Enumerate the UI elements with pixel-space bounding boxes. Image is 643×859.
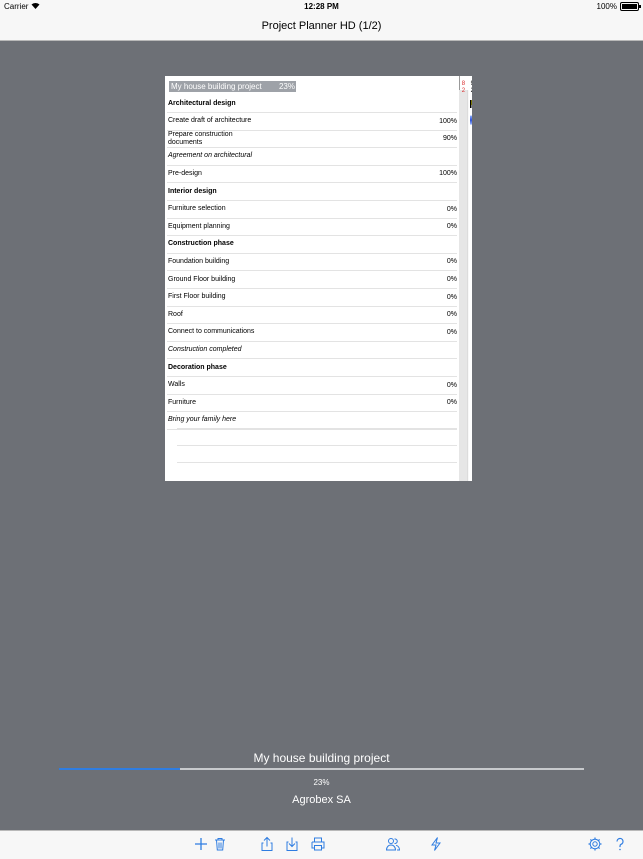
- task-percent: 0%: [446, 205, 457, 213]
- project-progress-text: 23%: [313, 778, 330, 787]
- task-name: Connect to communications: [168, 328, 255, 336]
- task-name: Foundation building: [168, 257, 230, 265]
- task-percent: 0%: [446, 328, 457, 336]
- milestone-row[interactable]: [167, 148, 457, 166]
- task-name: Pre-design: [168, 169, 202, 177]
- task-name: Interior design: [168, 187, 217, 195]
- weekend-column: [459, 90, 468, 481]
- people-icon[interactable]: [384, 835, 402, 853]
- task-name: Walls: [168, 381, 185, 389]
- task-name: Furniture selection: [168, 205, 226, 213]
- task-percent: 0%: [446, 223, 457, 231]
- task-name: Furniture: [168, 398, 197, 406]
- flash-icon[interactable]: [427, 835, 445, 853]
- task-row[interactable]: [167, 394, 457, 412]
- task-row[interactable]: [167, 201, 457, 219]
- project-progress-bar: [59, 768, 584, 770]
- task-group-row[interactable]: [167, 236, 457, 254]
- task-name: Create draft of architecture: [168, 117, 252, 125]
- task-group-row[interactable]: [167, 183, 457, 201]
- task-row[interactable]: [167, 306, 457, 324]
- summary-bar-cap: [470, 100, 472, 108]
- task-name: Equipment planning: [168, 222, 230, 230]
- project-title: My house building project: [253, 751, 390, 765]
- project-header-percent: 23%: [278, 82, 295, 91]
- task-bar: [470, 116, 472, 125]
- task-row[interactable]: [167, 218, 457, 236]
- task-name: Decoration phase: [168, 363, 227, 371]
- task-group-row[interactable]: [167, 95, 457, 113]
- print-icon[interactable]: [309, 835, 327, 853]
- bottom-toolbar: [0, 830, 643, 859]
- task-percent: 100%: [439, 117, 457, 125]
- task-percent: 90%: [442, 135, 457, 143]
- task-name: Ground Floor building: [168, 275, 236, 283]
- navigation-bar: [0, 13, 643, 41]
- task-percent: 100%: [439, 170, 457, 178]
- task-percent: 0%: [446, 311, 457, 319]
- day-sublabel: 2: [470, 88, 474, 94]
- day-label: 8: [461, 81, 466, 87]
- task-percent: 0%: [446, 276, 457, 283]
- company-name: Agrobex SA: [292, 794, 351, 806]
- task-list: [165, 76, 460, 481]
- project-header-name: My house building project: [171, 82, 262, 91]
- task-row[interactable]: [167, 289, 457, 307]
- page-title: Project Planner HD (1/2): [261, 20, 382, 32]
- day-sublabel: 2: [461, 88, 466, 94]
- task-name: Construction completed: [168, 345, 242, 353]
- carrier-label: Carrier: [4, 2, 29, 11]
- task-row[interactable]: [167, 130, 457, 148]
- battery-icon: [620, 2, 639, 11]
- plus-icon[interactable]: [192, 835, 210, 853]
- task-row[interactable]: [167, 165, 457, 183]
- project-header: [169, 81, 296, 92]
- status-bar: [0, 0, 643, 13]
- project-progress-fill: [59, 768, 180, 770]
- task-percent: 0%: [446, 293, 457, 301]
- task-name: Prepare construction documents: [168, 130, 233, 146]
- empty-row-divider: [177, 445, 457, 446]
- status-time: 12:28 PM: [304, 2, 339, 11]
- task-name: Bring your family here: [168, 416, 237, 424]
- empty-row-divider: [177, 462, 457, 463]
- trash-icon[interactable]: [211, 835, 229, 853]
- battery-label: 100%: [596, 2, 617, 11]
- share-icon[interactable]: [258, 835, 276, 853]
- gantt-timeline: 8292102112122132142152162172182192202212222232242252262272100%: [459, 76, 472, 481]
- task-percent: 0%: [446, 381, 457, 389]
- task-row[interactable]: [167, 113, 457, 131]
- battery-info: [597, 2, 639, 11]
- import-icon[interactable]: [283, 835, 301, 853]
- gear-icon[interactable]: [586, 835, 604, 853]
- milestone-row[interactable]: [167, 341, 457, 359]
- task-row[interactable]: [167, 377, 457, 395]
- empty-row-divider: [177, 428, 457, 429]
- task-name: First Floor building: [168, 293, 226, 301]
- task-row[interactable]: [167, 271, 457, 289]
- task-group-row[interactable]: [167, 359, 457, 377]
- task-row[interactable]: [167, 324, 457, 342]
- task-name: Architectural design: [168, 99, 236, 107]
- gantt-preview-page[interactable]: [165, 76, 635, 481]
- task-percent: 0%: [446, 399, 457, 407]
- task-row[interactable]: [167, 253, 457, 271]
- task-name: Construction phase: [168, 240, 234, 248]
- task-name: Roof: [168, 310, 183, 318]
- day-label: 9: [470, 81, 474, 87]
- task-name: Agreement on architectural: [168, 152, 253, 160]
- help-icon[interactable]: [611, 835, 629, 853]
- task-percent: 0%: [446, 258, 457, 266]
